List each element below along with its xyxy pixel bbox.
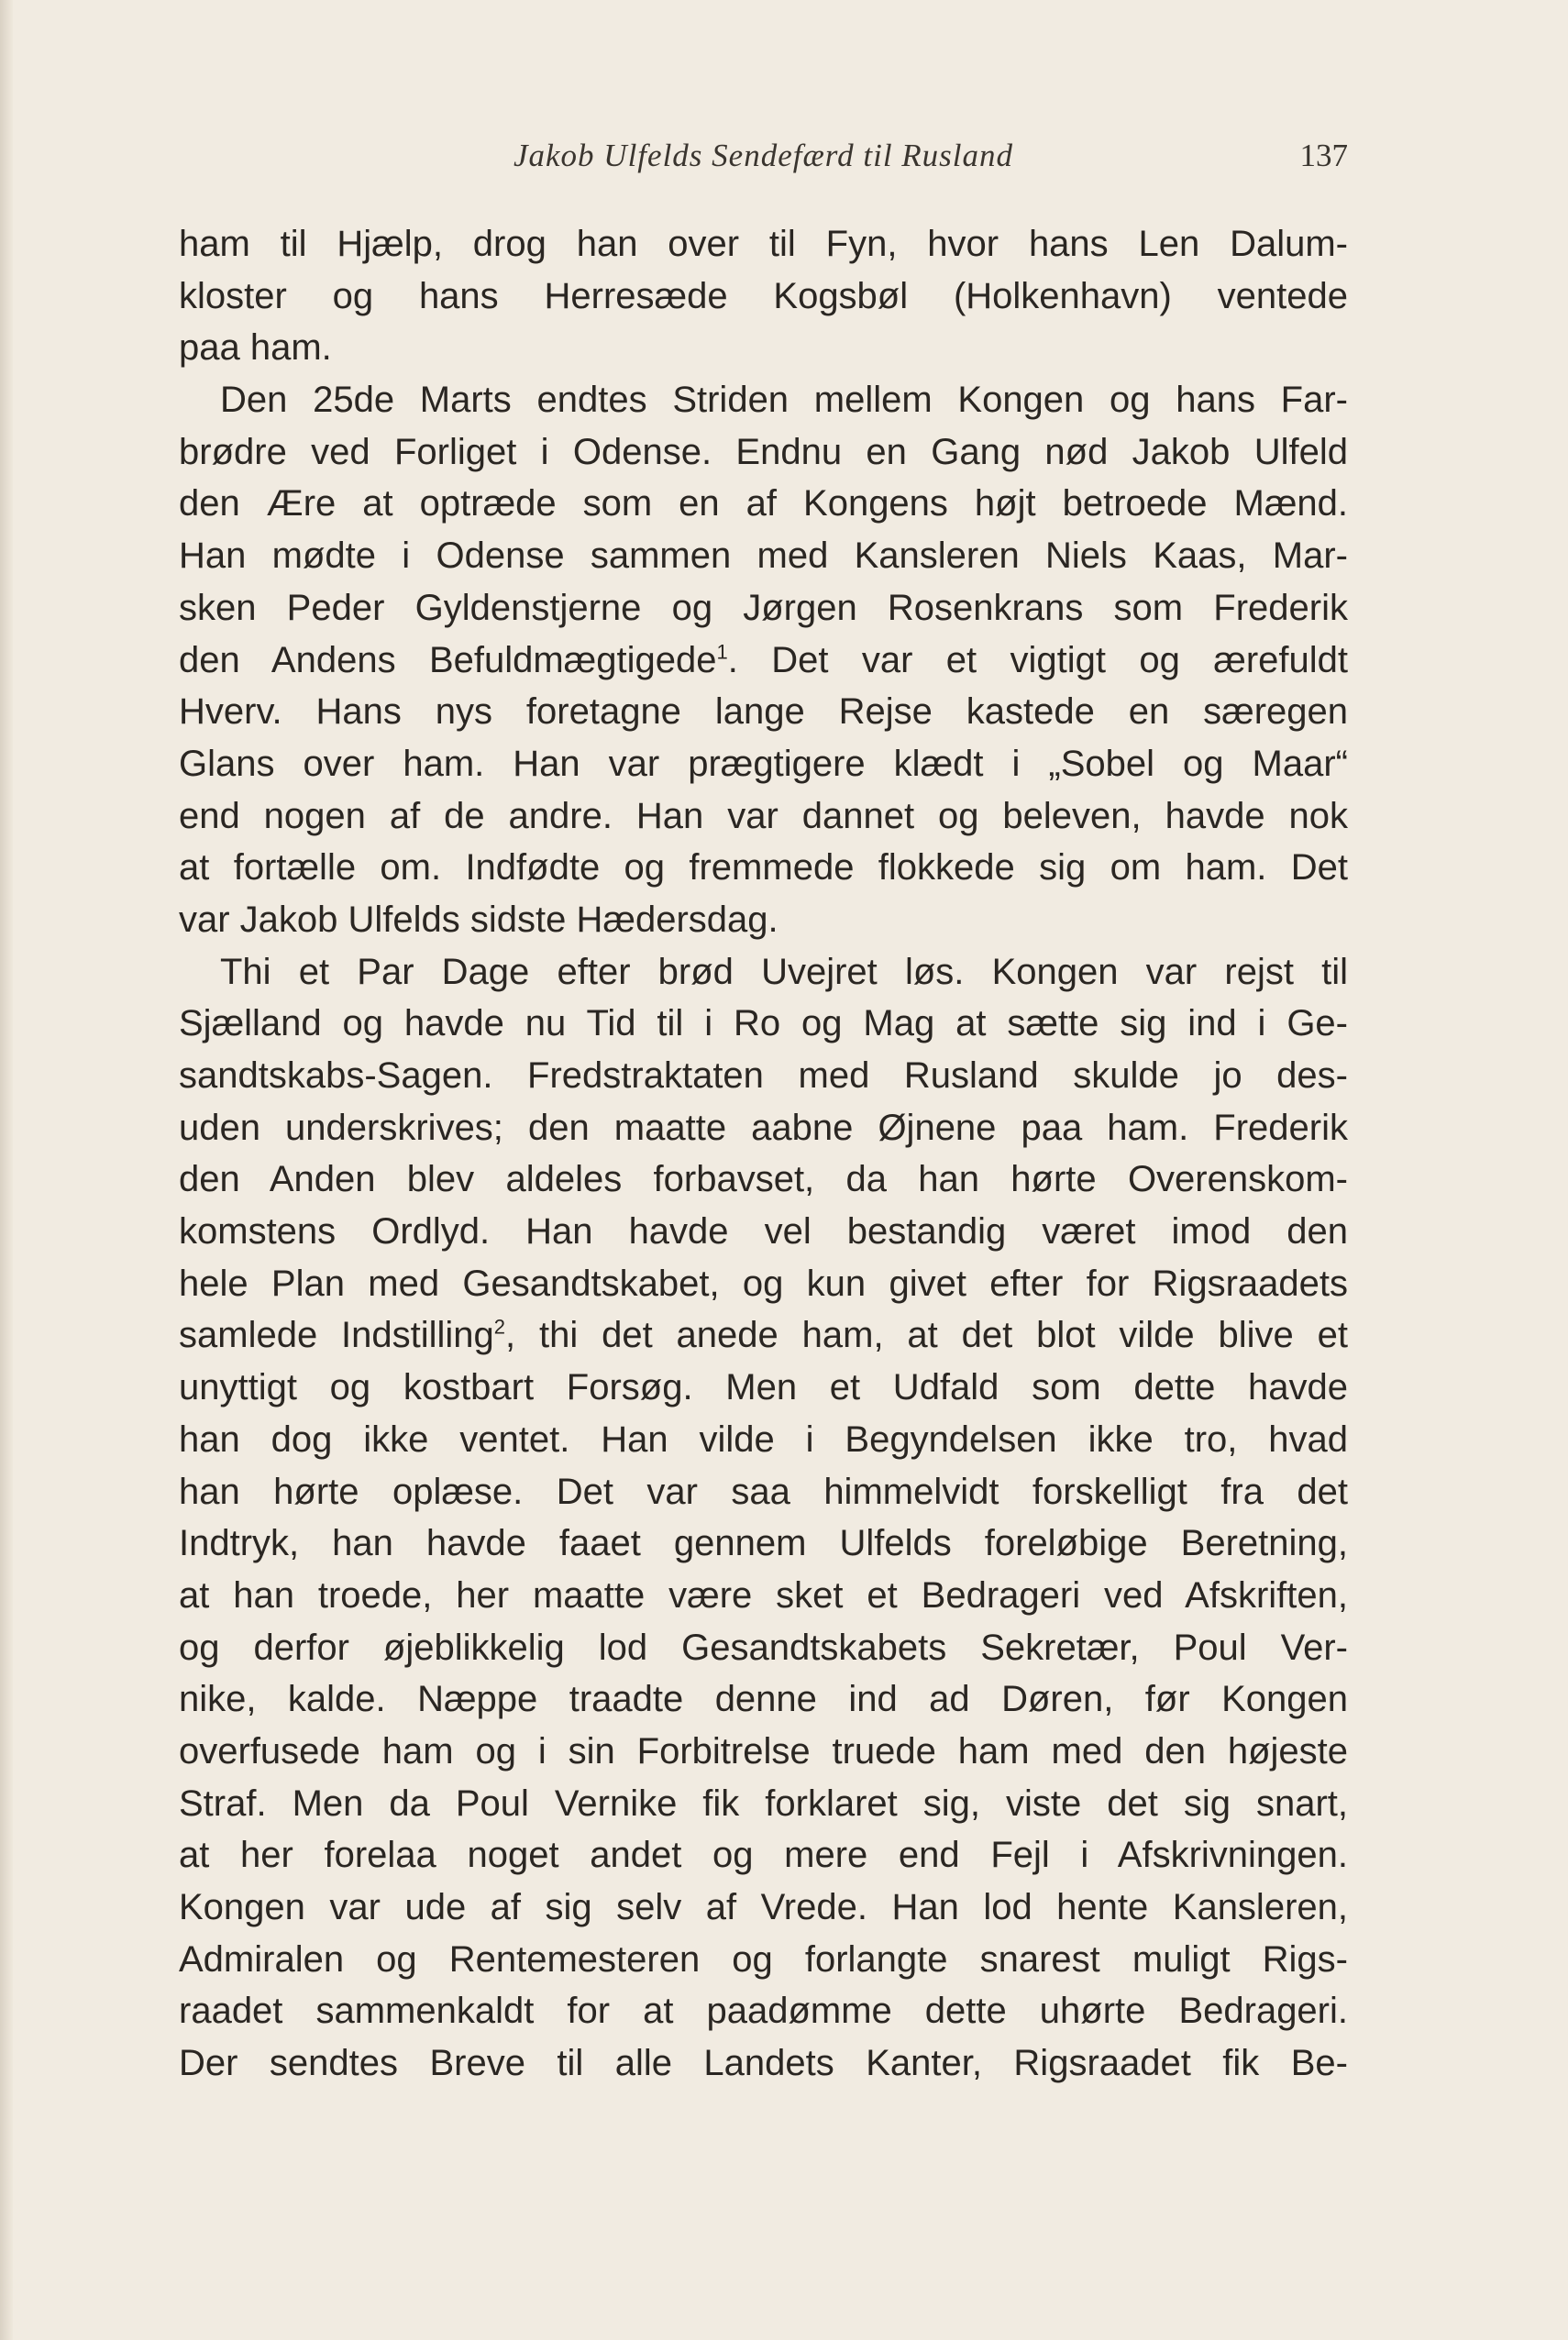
text-line: Den 25de Marts endtes Striden mellem Kongen og hans Far- [220,380,1348,421]
text-line: sken Peder Gyldenstjerne og Jørgen Rosenkrans som Frederik [179,587,1348,628]
text-line: Han mødte i Odense sammen med Kansleren Niels Kaas, Mar- [179,535,1348,577]
text-line: samlede Indstilling$^2$, thi det anede ham, at det blot vilde blive et [179,1315,1348,1356]
text-line: Der sendtes Breve til alle Landets Kanter, Rigsraadet fik Be- [179,2043,1348,2084]
text-line: Admiralen og Rentemesteren og forlangte snarest muligt Rigs- [179,1938,1348,1980]
text-line: Kongen var ude af sig selv af Vrede. Han lod hente Kansleren, [179,1887,1348,1927]
text-line: at fortælle om. Indfødte og fremmede flokkede sig om ham. Det [179,847,1348,889]
text-line: raadet sammenkaldt for at paadømme dette uhørte Bedrageri. [179,1991,1348,2032]
text-line: at han troede, her maatte være sket et Bedrageri ved Afskriften, [179,1574,1348,1616]
footnote-marker: 1 [716,640,728,664]
text-line: og derfor øjeblikkelig lod Gesandtskabets Sekretær, Poul Ver- [179,1627,1348,1668]
text-line: sandtskabs-Sagen. Fredstraktaten med Rusland skulde jo des- [179,1055,1348,1096]
body-text [179,218,1348,2090]
text-line: var Jakob Ulfelds sidste Hædersdag. [179,899,778,940]
text-line: den Andens Befuldmægtigede$^1$. Det var et vigtigt og ærefuldt [179,639,1348,680]
text-line: Straf. Men da Poul Vernike fik forklaret sig, viste det sig snart, [179,1783,1348,1824]
text-line: at her forelaa noget andet og mere end Fejl i Afskrivningen. [179,1835,1348,1876]
page-edge [0,0,13,2340]
text-line: Thi et Par Dage efter brød Uvejret løs. Kongen var rejst til [220,951,1348,992]
text-line: han hørte oplæse. Det var saa himmelvidt forskelligt fra det [179,1471,1348,1512]
text-line: den Ære at optræde som en af Kongens højt betroede Mænd. [179,483,1348,524]
text-line: Sjælland og havde nu Tid til i Ro og Mag at sætte sig ind i Ge- [179,1003,1348,1044]
text-line: unyttigt og kostbart Forsøg. Men et Udfald som dette havde [179,1367,1348,1408]
text-line: han dog ikke ventet. Han vilde i Begyndelsen ikke tro, hvad [179,1418,1348,1460]
page-number: 137 [1299,138,1348,173]
text-line: Indtryk, han havde faaet gennem Ulfelds foreløbige Beretning, [179,1523,1348,1564]
text-line: end nogen af de andre. Han var dannet og beleven, havde nok [179,795,1348,836]
text-line: komstens Ordlyd. Han havde vel bestandig været imod den [179,1211,1348,1253]
text-line: brødre ved Forliget i Odense. Endnu en Gang nød Jakob Ulfeld [179,431,1348,472]
text-line: Hverv. Hans nys foretagne lange Rejse kastede en særegen [179,691,1348,733]
text-line: overfusede ham og i sin Forbitrelse truede ham med den højeste [179,1730,1348,1772]
text-line: kloster og hans Herresæde Kogsbøl (Holkenhavn) ventede [179,275,1348,316]
footnote-marker: 2 [493,1316,506,1340]
text-line: den Anden blev aldeles forbavset, da han hørte Overenskom- [179,1159,1348,1200]
text-line: nike, kalde. Næppe traadte denne ind ad Døren, før Kongen [179,1679,1348,1720]
text-line: Glans over ham. Han var prægtigere klædt i „Sobel og Maar“ [179,743,1348,784]
text-line: hele Plan med Gesandtskabet, og kun givet efter for Rigsraadets [179,1263,1348,1304]
running-title: Jakob Ulfelds Sendefærd til Rusland [513,138,1014,173]
text-line: uden underskrives; den maatte aabne Øjnene paa ham. Frederik [179,1107,1348,1148]
running-head [179,138,1348,183]
text-line: paa ham. [179,327,332,369]
text-line: ham til Hjælp, drog han over til Fyn, hvor hans Len Dalum- [179,224,1348,264]
